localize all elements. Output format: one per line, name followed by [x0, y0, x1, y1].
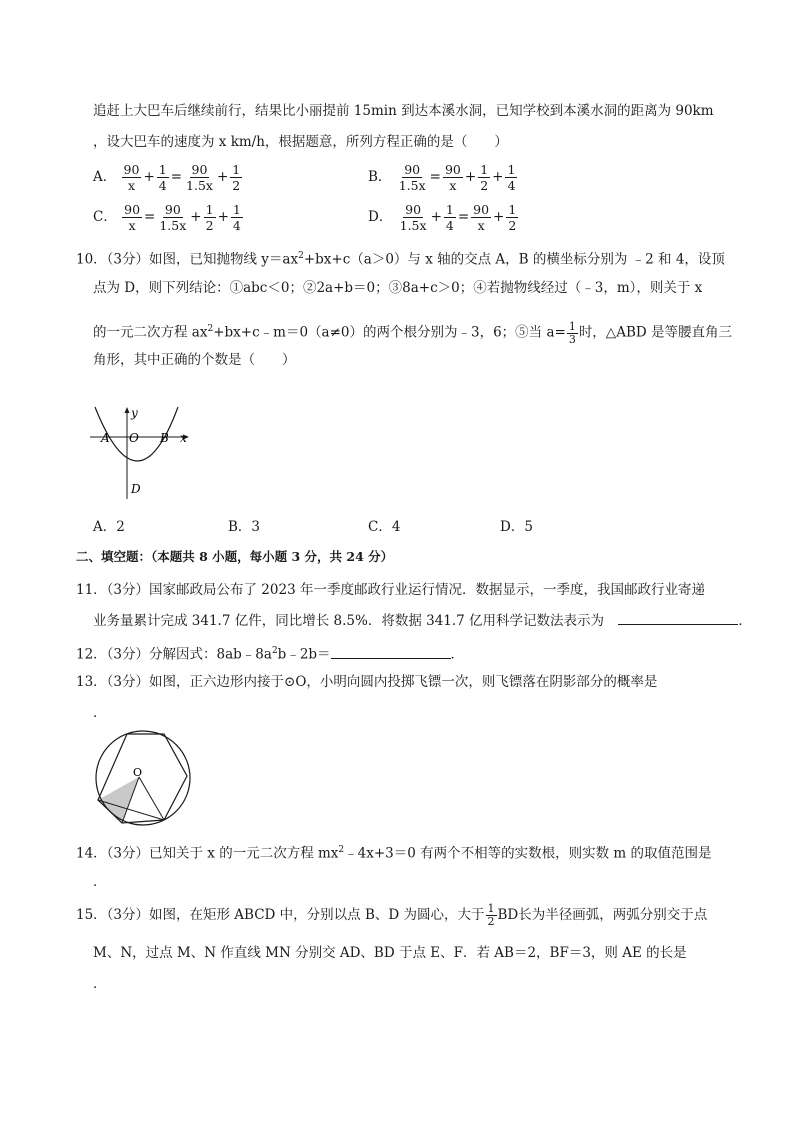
graph-label-b: B: [160, 431, 169, 445]
q10-line3: 的一元二次方程 $ax^2+bx+c﹣m=0(a\ne 0)$的两个根分别为﹣3，6；⑤当 a= $\frac{1}{3}$ 时，△ABD 是等腰直角三: [93, 319, 732, 346]
q9-option-d: D． $\frac{90}{1.5x}$ + $\frac{1}{4}$ = $\frac{90}{x}$ + $\frac{1}{2}$: [368, 202, 517, 233]
q9-option-b: B． $\frac{90}{1.5x}$ = $\frac{90}{x}$ + $\frac{1}{2}$ + $\frac{1}{4}$: [368, 162, 516, 193]
y-axis-arrow-icon: [125, 407, 130, 413]
q10-parabola-graph: [88, 405, 194, 501]
q10-line1: 10．（3分）如图，已知抛物线 $y=ax^2+bx+c(a>0)$与 x 轴的交点 A，B 的横坐标分别为 ﹣2 和 4，设顶: [76, 251, 725, 268]
q10-option-d: D．5: [500, 519, 533, 535]
q13-line1: 13．（3分）如图，正六边形内接于⊙O，小明向圆内投掷飞镖一次，则飞镖落在阴影部分的概率是: [76, 674, 658, 690]
q12-line: 12．（3分）分解因式：$8ab﹣8a^2b﹣2b=$ ．: [76, 641, 464, 665]
q9-option-c: C． $\frac{90}{x}$ = $\frac{90}{1.5x}$ + $\frac{1}{2}$ + $\frac{1}{4}$: [93, 202, 241, 233]
center-label-o: O: [133, 766, 143, 779]
q10-line2: 点为 D，则下列结论：①abc＜0；②2a+b＝0；③8a+c＞0；④若抛物线经过（﹣3，m），则关于 x: [93, 280, 703, 296]
graph-label-a: A: [101, 431, 110, 445]
q9-line1: 追赶上大巴车后继续前行，结果比小丽提前 15min 到达本溪水洞，已知学校到本溪水洞的距离为 90km: [93, 103, 714, 119]
q15-line3: ．: [93, 976, 107, 992]
q10-line4: 角形，其中正确的个数是（ ）: [93, 352, 296, 368]
q14-line2: ．: [93, 874, 107, 890]
graph-label-d: D: [131, 482, 141, 496]
q15-line2: M、N，过点 M、N 作直线 MN 分别交 AD、BD 于点 E、F．若 AB＝2，BF＝3，则 AE 的长是: [93, 945, 687, 961]
q14-line1: 14．（3分）已知关于 x 的一元二次方程 $mx^2﹣4x+3=0$ 有两个不相等的实数根，则实数 m 的取值范围是: [76, 845, 712, 862]
q10-option-c: C．4: [368, 519, 401, 535]
section-2-heading: 二、填空题：（本题共 8 小题，每小题 3 分，共 24 分）: [76, 549, 394, 564]
graph-label-o: O: [129, 431, 139, 445]
q11-line2: 业务量累计完成 341.7 亿件，同比增长 8.5%．将数据 341.7 亿用科学记数法表示为 ．: [93, 610, 752, 631]
q10-option-b: B．3: [228, 519, 261, 535]
q11-line1: 11．（3分）国家邮政局公布了 2023 年一季度邮政行业运行情况．数据显示，一季度，我国邮政行业寄递: [76, 582, 705, 598]
q9-option-a: A． $\frac{90}{x}$ + $\frac{1}{4}$ = $\frac{90}{1.5x}$ + $\frac{1}{2}$: [93, 162, 241, 193]
q12-answer-blank[interactable]: [331, 644, 451, 659]
q11-answer-blank[interactable]: [618, 610, 738, 625]
q15-line1: 15．（3分）如图，在矩形 ABCD 中，分别以点 B、D 为圆心，大于 $\frac{1}{2}$ BD长为半径画弧，两弧分别交于点: [76, 902, 708, 928]
shaded-region: [98, 777, 139, 823]
q13-line2: ．: [93, 705, 107, 721]
q9-line2: ，设大巴车的速度为 x km/h，根据题意，所列方程正确的是（ ）: [93, 134, 508, 150]
q10-option-a: A．2: [93, 519, 125, 535]
graph-label-y: y: [131, 406, 138, 420]
q13-hexagon-figure: [92, 727, 194, 829]
graph-label-x: x: [180, 431, 187, 445]
